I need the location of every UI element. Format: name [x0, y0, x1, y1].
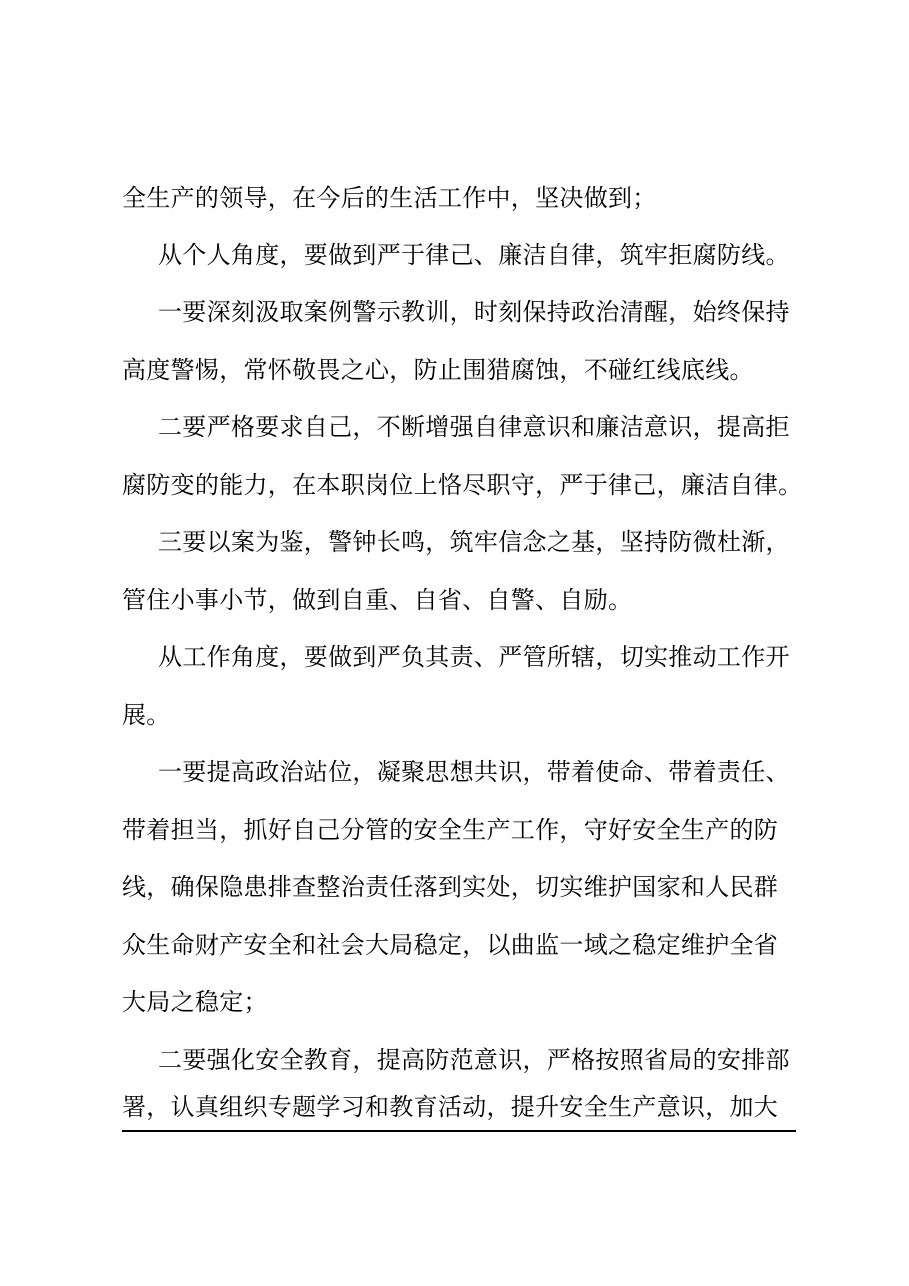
text-line: 腐防变的能力，在本职岗位上恪尽职守，严于律己，廉洁自律。 [122, 471, 803, 499]
paragraph-start-line: 三要以案为鉴，警钟长鸣，筑牢信念之基，坚持防微杜渐， [158, 528, 790, 556]
page-footer-rule [122, 1130, 796, 1132]
text-line: 署，认真组织专题学习和教育活动，提升安全生产意识，加大 [122, 1093, 779, 1121]
paragraph-start-line: 二要强化安全教育，提高防范意识，严格按照省局的安排部 [158, 1046, 790, 1074]
text-line: 线，确保隐患排查整治责任落到实处，切实维护国家和人民群 [122, 873, 779, 901]
paragraph-start-line: 从个人角度，要做到严于律己、廉洁自律，筑牢拒腐防线。 [158, 241, 790, 269]
paragraph-start-line: 一要深刻汲取案例警示教训，时刻保持政治清醒，始终保持 [158, 298, 790, 326]
paragraph-start-line: 一要提高政治站位，凝聚思想共识，带着使命、带着责任、 [158, 758, 790, 786]
text-line: 大局之稳定； [122, 988, 268, 1016]
text-line: 全生产的领导，在今后的生活工作中，坚决做到； [122, 184, 657, 212]
text-line: 带着担当，抓好自己分管的安全生产工作，守好安全生产的防 [122, 816, 779, 844]
text-line: 管住小事小节，做到自重、自省、自警、自励。 [122, 586, 633, 614]
paragraph-start-line: 从工作角度，要做到严负其责、严管所辖，切实推动工作开 [158, 643, 790, 671]
paragraph-start-line: 二要严格要求自己，不断增强自律意识和廉洁意识，提高拒 [158, 413, 790, 441]
text-line: 众生命财产安全和社会大局稳定，以曲监一域之稳定维护全省 [122, 931, 779, 959]
text-line: 高度警惕，常怀敬畏之心，防止围猎腐蚀，不碰红线底线。 [122, 356, 754, 384]
text-line: 展。 [122, 701, 171, 729]
